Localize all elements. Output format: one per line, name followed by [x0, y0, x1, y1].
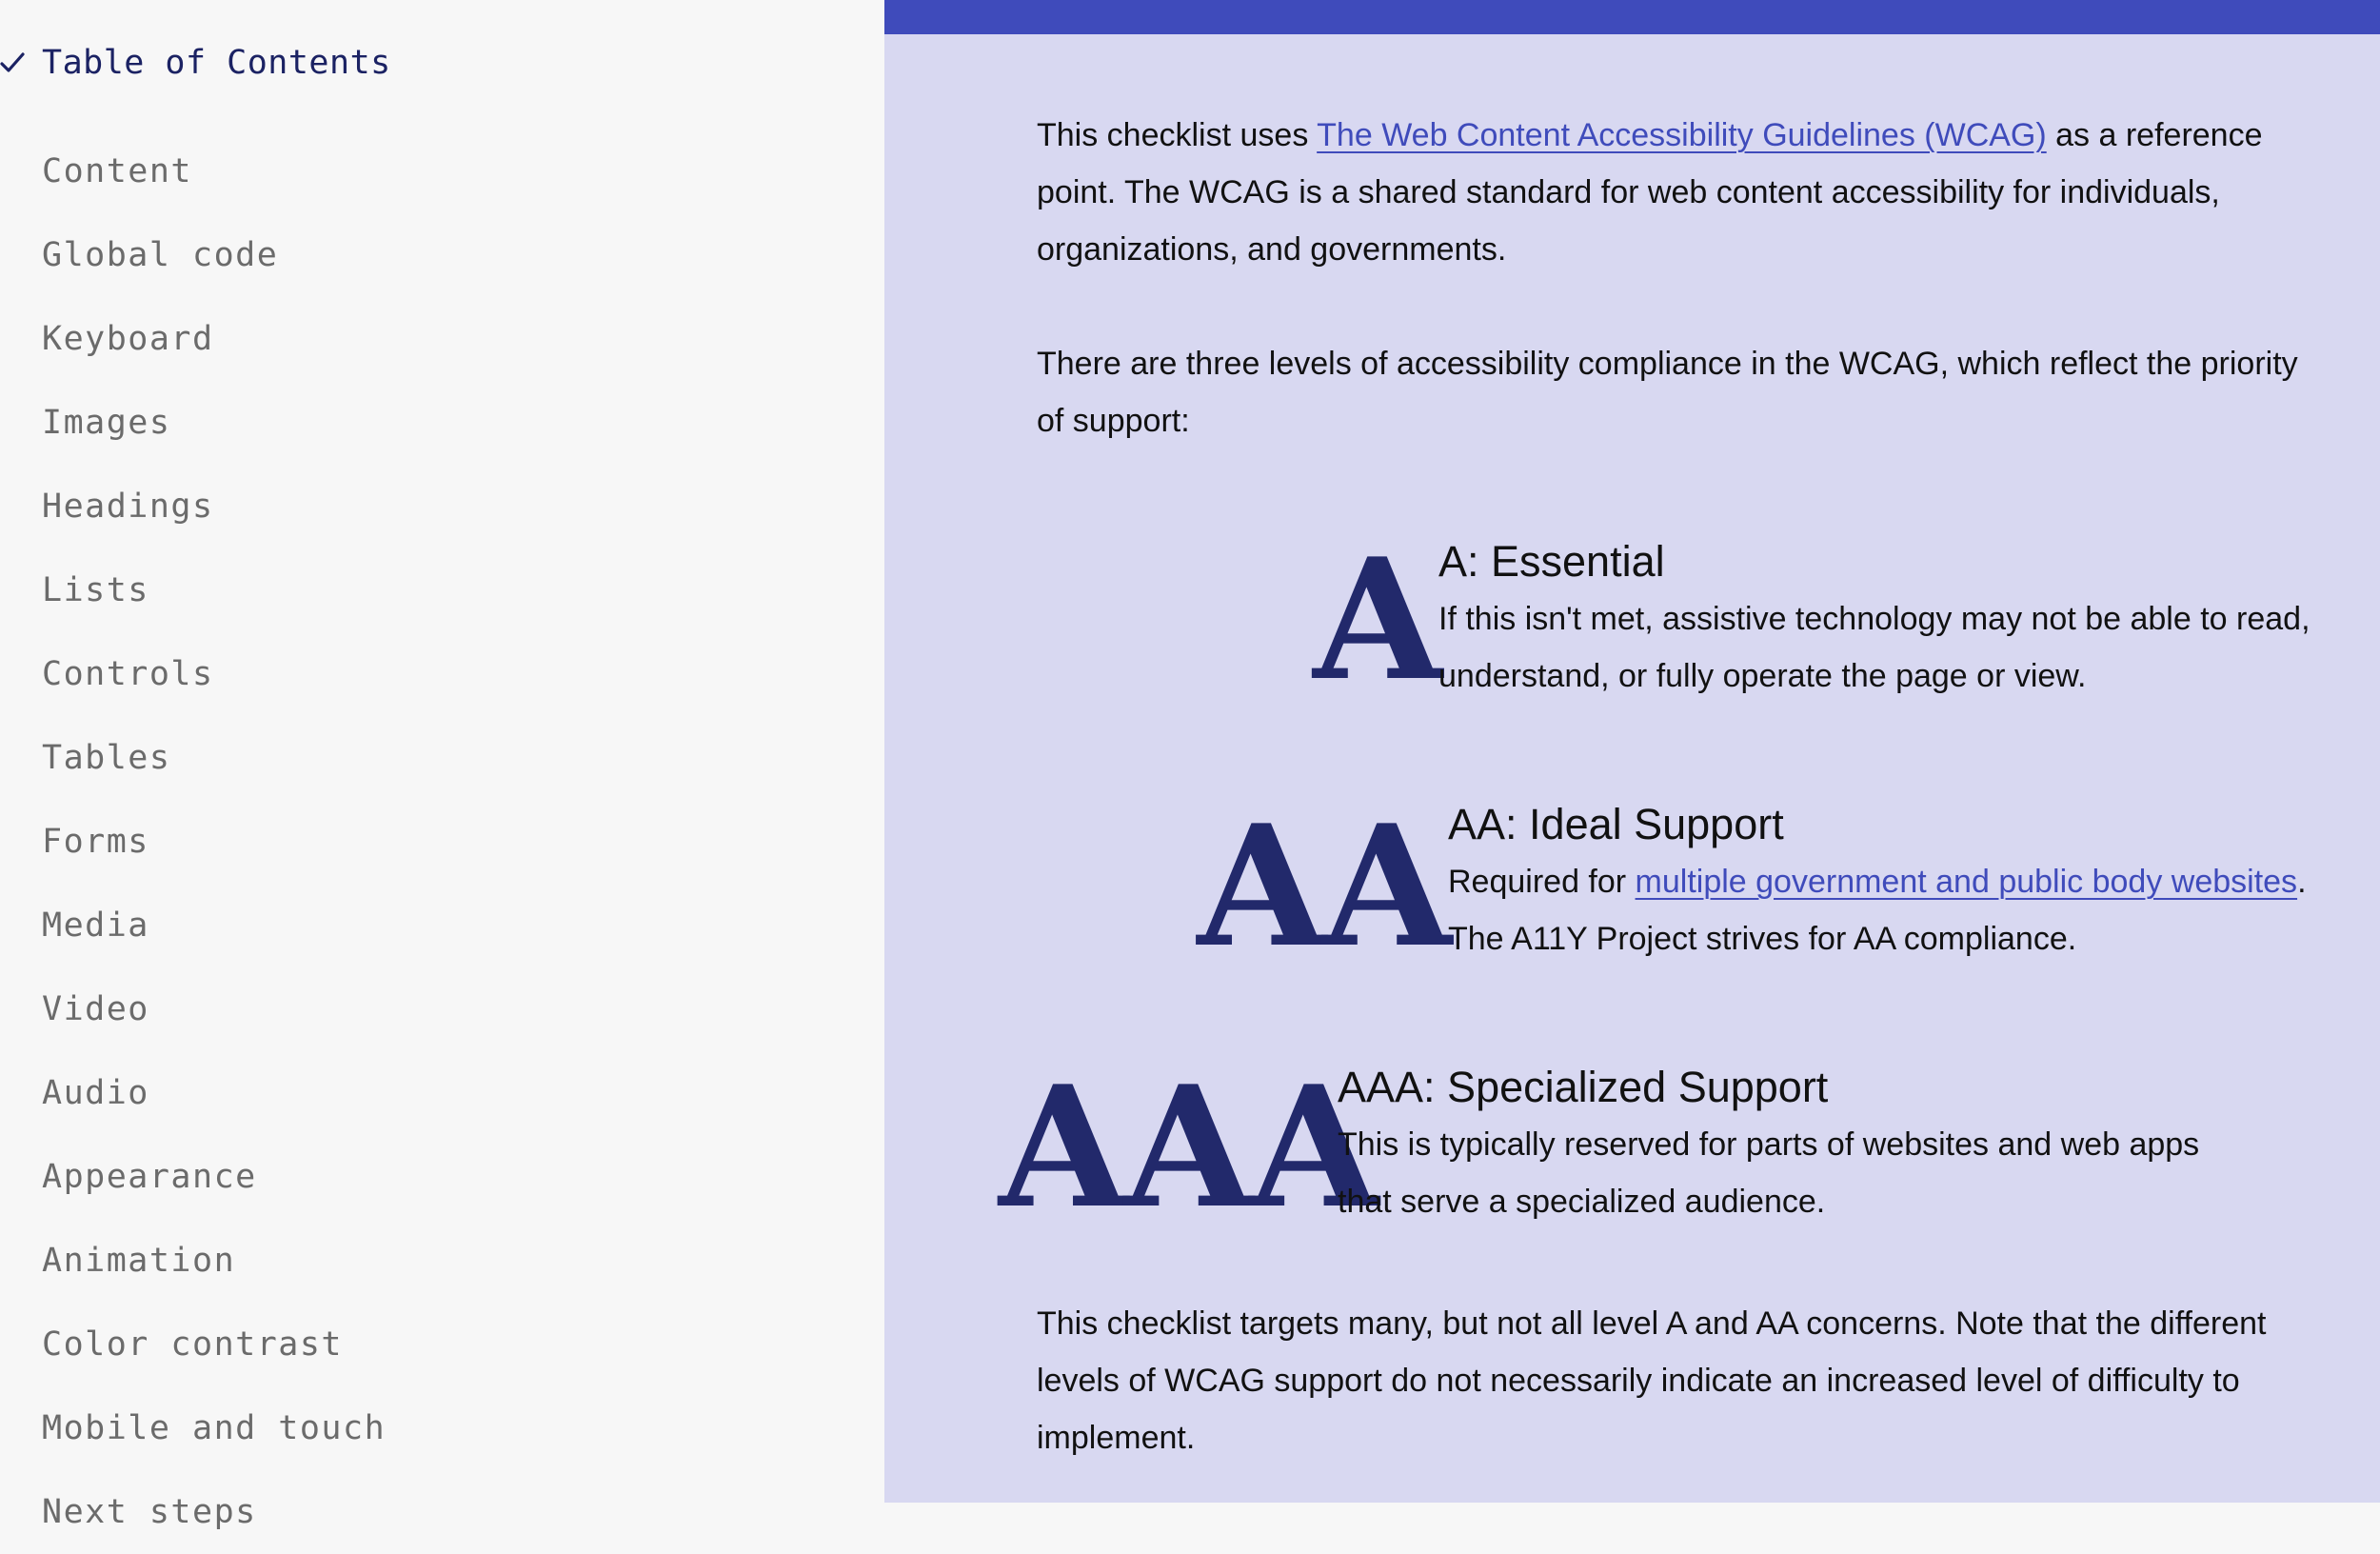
intro-section: [1037, 107, 2303, 449]
intro-text-before: This checklist uses: [1037, 117, 1318, 153]
level-a-description: If this isn't met, assistive technology may not be able to read, understand, or fully operate the page or view.: [1438, 601, 2311, 694]
toc-item-lists[interactable]: Lists: [42, 571, 149, 609]
level-a-body: [1438, 533, 2314, 705]
toc-item-animation[interactable]: Animation: [42, 1242, 236, 1280]
level-aaa-title: AAA: Specialized Support: [1338, 1063, 1829, 1111]
toc-item-video[interactable]: Video: [42, 990, 149, 1028]
toc-item-media[interactable]: Media: [42, 906, 149, 945]
top-bar: [884, 0, 2380, 34]
wcag-link[interactable]: The Web Content Accessibility Guidelines (WCAG): [1317, 117, 2047, 153]
level-aaa: [999, 1050, 2213, 1245]
level-aa-description: [1448, 853, 2324, 967]
toc-item-next-steps[interactable]: Next steps: [42, 1493, 257, 1531]
government-websites-link[interactable]: multiple government and public body websites: [1635, 864, 2298, 900]
intro-paragraph: [1037, 107, 2303, 278]
level-a: [1237, 523, 2314, 718]
toc-item-audio[interactable]: Audio: [42, 1074, 149, 1112]
toc-item-forms[interactable]: Forms: [42, 823, 149, 861]
toc-item-global-code[interactable]: Global code: [42, 236, 279, 274]
level-aa-desc-before: Required for: [1448, 864, 1636, 900]
level-a-title: A: Essential: [1438, 537, 1665, 586]
levels-intro-paragraph: There are three levels of accessibility compliance in the WCAG, which reflect the priority of support:: [1037, 346, 2298, 439]
intro-text-after: as a reference point. The WCAG is a shared standard for web content accessibility for individuals, organizations, and governments.: [1037, 117, 2263, 268]
toc-title: Table of Contents: [42, 44, 391, 82]
toc-item-appearance[interactable]: Appearance: [42, 1158, 257, 1196]
toc-item-mobile-and-touch[interactable]: Mobile and touch: [42, 1409, 387, 1447]
level-aa: [1122, 789, 2324, 985]
level-aaa-description: This is typically reserved for parts of websites and web apps that serve a specialized audience.: [1338, 1126, 2200, 1220]
main-content: [884, 0, 2380, 1503]
toc-item-images[interactable]: Images: [42, 404, 171, 442]
toc-item-color-contrast[interactable]: Color contrast: [42, 1325, 344, 1364]
toc-list: [42, 130, 386, 1554]
level-aa-title: AA: Ideal Support: [1448, 800, 1784, 848]
toc-toggle[interactable]: [0, 38, 391, 88]
level-aa-body: [1448, 796, 2324, 967]
level-a-mark: A: [1313, 523, 1438, 718]
level-aaa-body: [1338, 1059, 2213, 1230]
sidebar: [0, 0, 884, 1531]
level-aa-desc-after: . The A11Y Project strives for AA compliance.: [1448, 864, 2307, 957]
closing-paragraph: This checklist targets many, but not all level A and AA concerns. Note that the different levels of WCAG support do not necessarily indicate an increased level of difficulty to implement.: [1037, 1305, 2267, 1456]
checkmark-icon: [0, 38, 42, 88]
toc-item-tables[interactable]: Tables: [42, 739, 171, 777]
toc-item-headings[interactable]: Headings: [42, 488, 214, 526]
toc-item-controls[interactable]: Controls: [42, 655, 214, 693]
toc-item-keyboard[interactable]: Keyboard: [42, 320, 214, 358]
level-aaa-mark: AAA: [999, 1050, 1376, 1245]
toc-item-content[interactable]: Content: [42, 152, 193, 190]
level-aa-mark: AA: [1197, 789, 1448, 985]
